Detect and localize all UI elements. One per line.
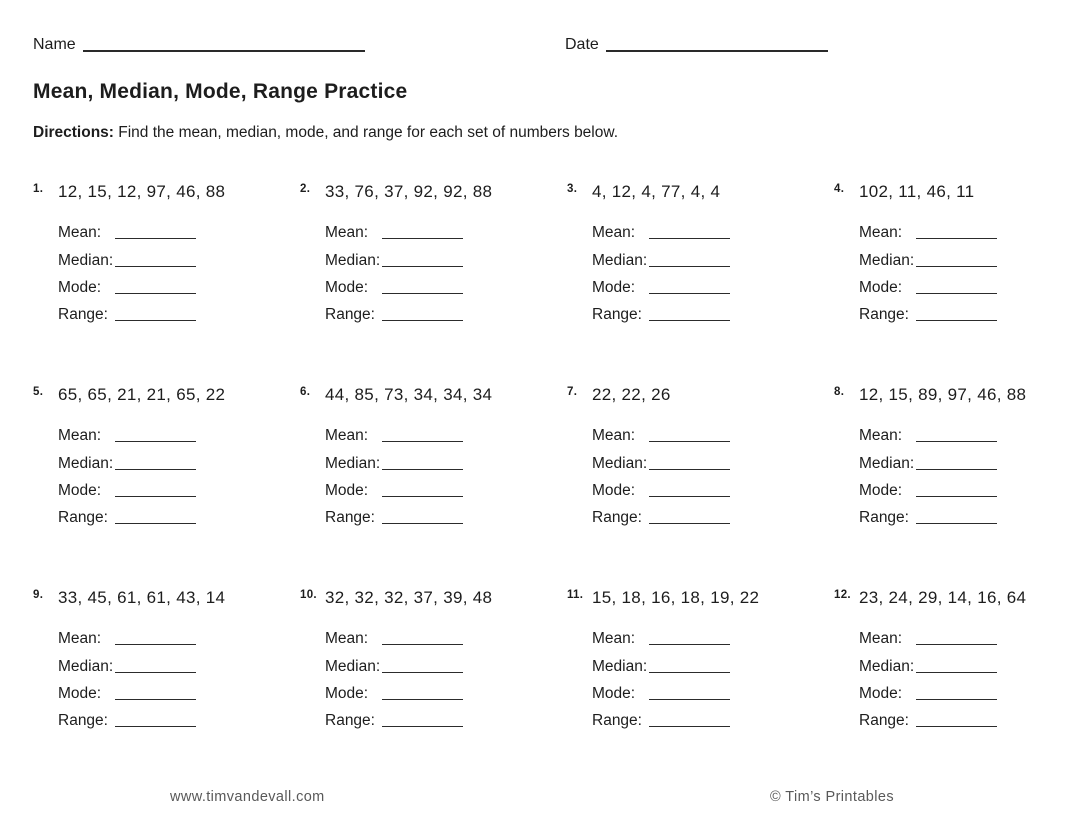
field-label: Median:: [58, 657, 114, 675]
field-label: Median:: [325, 251, 381, 269]
field-label: Range:: [592, 509, 642, 527]
answer-field-row: [592, 704, 730, 731]
field-label: Mode:: [325, 684, 369, 702]
answer-field-row: [325, 649, 463, 676]
field-label: Median:: [58, 454, 114, 472]
answer-field-row: [325, 704, 463, 731]
problems-grid: [33, 182, 1080, 738]
problem-fields: [58, 622, 196, 731]
answer-field-row: [592, 649, 730, 676]
field-label: Mode:: [859, 481, 903, 499]
answer-field-row: [325, 501, 463, 528]
problem-block: [33, 385, 300, 535]
field-label: Mean:: [325, 427, 369, 445]
answer-blank-line: [115, 238, 196, 239]
field-label: Mode:: [58, 684, 102, 702]
field-label: Range:: [592, 306, 642, 324]
answer-field-row: [859, 704, 997, 731]
problem-number-set: 44, 85, 73, 34, 34, 34: [325, 385, 493, 404]
field-label: Mode:: [325, 278, 369, 296]
problem-fields: [592, 622, 730, 731]
field-label: Mode:: [859, 684, 903, 702]
footer-website: www.timvandevall.com: [170, 789, 325, 805]
answer-blank-line: [649, 726, 730, 727]
answer-blank-line: [649, 469, 730, 470]
field-label: Mode:: [592, 684, 636, 702]
problem-number-set: 12, 15, 12, 97, 46, 88: [58, 182, 226, 201]
answer-blank-line: [916, 672, 997, 673]
answer-blank-line: [649, 496, 730, 497]
answer-blank-line: [115, 293, 196, 294]
field-label: Mean:: [859, 630, 903, 648]
field-label: Range:: [859, 712, 909, 730]
answer-blank-line: [115, 441, 196, 442]
answer-blank-line: [649, 523, 730, 524]
answer-field-row: [592, 419, 730, 446]
problem-fields: [58, 216, 196, 325]
answer-blank-line: [382, 441, 463, 442]
answer-field-row: [859, 501, 997, 528]
answer-field-row: [592, 446, 730, 473]
answer-field-row: [325, 419, 463, 446]
field-label: Range:: [592, 712, 642, 730]
answer-blank-line: [382, 266, 463, 267]
problem-fields: [592, 419, 730, 528]
problem-fields: [58, 419, 196, 528]
answer-blank-line: [115, 523, 196, 524]
answer-field-row: [58, 474, 196, 501]
problem-number: 6.: [300, 386, 311, 398]
answer-field-row: [592, 243, 730, 270]
problem-number: 5.: [33, 386, 44, 398]
name-label: Name: [33, 36, 76, 53]
problem-fields: [325, 622, 463, 731]
answer-field-row: [592, 622, 730, 649]
name-blank-line: [83, 50, 365, 52]
answer-field-row: [859, 474, 997, 501]
answer-blank-line: [649, 672, 730, 673]
answer-field-row: [859, 298, 997, 325]
answer-field-row: [58, 501, 196, 528]
field-label: Range:: [859, 509, 909, 527]
problem-fields: [325, 419, 463, 528]
page-title: Mean, Median, Mode, Range Practice: [33, 80, 408, 103]
answer-blank-line: [916, 699, 997, 700]
answer-field-row: [58, 271, 196, 298]
problem-block: [834, 182, 1080, 332]
field-label: Mode:: [58, 481, 102, 499]
answer-field-row: [592, 474, 730, 501]
answer-blank-line: [382, 672, 463, 673]
answer-blank-line: [382, 644, 463, 645]
problem-fields: [592, 216, 730, 325]
answer-blank-line: [649, 441, 730, 442]
answer-blank-line: [916, 726, 997, 727]
answer-field-row: [325, 474, 463, 501]
answer-blank-line: [115, 672, 196, 673]
problem-block: [567, 588, 834, 738]
problem-fields: [859, 622, 997, 731]
problem-number-set: 22, 22, 26: [592, 385, 671, 404]
answer-field-row: [58, 419, 196, 446]
date-field-group: [565, 36, 828, 55]
field-label: Mode:: [325, 481, 369, 499]
answer-blank-line: [649, 238, 730, 239]
answer-blank-line: [115, 469, 196, 470]
field-label: Mean:: [592, 427, 636, 445]
answer-blank-line: [115, 644, 196, 645]
problem-block: [567, 385, 834, 535]
directions: [33, 124, 618, 142]
problem-fields: [859, 419, 997, 528]
field-label: Median:: [859, 454, 915, 472]
directions-label: Directions:: [33, 124, 114, 141]
field-label: Median:: [325, 657, 381, 675]
answer-blank-line: [382, 238, 463, 239]
field-label: Median:: [859, 251, 915, 269]
answer-blank-line: [916, 238, 997, 239]
field-label: Range:: [58, 509, 108, 527]
field-label: Median:: [592, 251, 648, 269]
problem-fields: [859, 216, 997, 325]
field-label: Mean:: [592, 630, 636, 648]
field-label: Median:: [325, 454, 381, 472]
problem-number-set: 33, 45, 61, 61, 43, 14: [58, 588, 226, 607]
answer-blank-line: [382, 293, 463, 294]
problem-number-set: 4, 12, 4, 77, 4, 4: [592, 182, 721, 201]
answer-field-row: [859, 446, 997, 473]
answer-blank-line: [115, 496, 196, 497]
answer-blank-line: [916, 320, 997, 321]
answer-field-row: [592, 271, 730, 298]
problem-fields: [325, 216, 463, 325]
problem-block: [300, 385, 567, 535]
answer-field-row: [58, 446, 196, 473]
field-label: Range:: [325, 712, 375, 730]
field-label: Mode:: [592, 278, 636, 296]
field-label: Range:: [325, 509, 375, 527]
field-label: Range:: [58, 712, 108, 730]
problem-block: [33, 182, 300, 332]
answer-blank-line: [649, 266, 730, 267]
answer-blank-line: [916, 523, 997, 524]
problem-number: 4.: [834, 183, 845, 195]
answer-blank-line: [916, 441, 997, 442]
answer-blank-line: [649, 320, 730, 321]
problem-block: [834, 385, 1080, 535]
answer-blank-line: [382, 496, 463, 497]
answer-blank-line: [916, 496, 997, 497]
answer-field-row: [325, 216, 463, 243]
problem-number: 7.: [567, 386, 578, 398]
answer-field-row: [859, 419, 997, 446]
answer-blank-line: [649, 293, 730, 294]
answer-blank-line: [115, 266, 196, 267]
answer-field-row: [58, 216, 196, 243]
problem-number: 10.: [300, 589, 317, 601]
answer-field-row: [58, 243, 196, 270]
answer-blank-line: [916, 469, 997, 470]
answer-blank-line: [115, 699, 196, 700]
answer-blank-line: [382, 469, 463, 470]
footer-copyright: © Tim’s Printables: [770, 789, 894, 805]
answer-blank-line: [382, 523, 463, 524]
answer-field-row: [325, 271, 463, 298]
answer-field-row: [859, 649, 997, 676]
name-field-group: [33, 36, 365, 55]
problem-number: 11.: [567, 589, 584, 601]
answer-blank-line: [382, 726, 463, 727]
answer-blank-line: [916, 293, 997, 294]
answer-field-row: [58, 298, 196, 325]
answer-field-row: [859, 243, 997, 270]
problem-number-set: 65, 65, 21, 21, 65, 22: [58, 385, 226, 404]
problem-block: [33, 588, 300, 738]
field-label: Mean:: [58, 224, 102, 242]
field-label: Mean:: [325, 224, 369, 242]
answer-blank-line: [115, 320, 196, 321]
answer-field-row: [58, 704, 196, 731]
problem-number-set: 15, 18, 16, 18, 19, 22: [592, 588, 760, 607]
field-label: Range:: [58, 306, 108, 324]
answer-field-row: [325, 298, 463, 325]
answer-field-row: [592, 677, 730, 704]
problem-number-set: 33, 76, 37, 92, 92, 88: [325, 182, 493, 201]
field-label: Mode:: [859, 278, 903, 296]
problem-block: [834, 588, 1080, 738]
answer-blank-line: [916, 266, 997, 267]
problem-block: [300, 588, 567, 738]
field-label: Range:: [325, 306, 375, 324]
problem-block: [300, 182, 567, 332]
problem-number: 8.: [834, 386, 845, 398]
field-label: Mean:: [58, 630, 102, 648]
answer-field-row: [859, 677, 997, 704]
field-label: Mean:: [859, 427, 903, 445]
answer-field-row: [58, 622, 196, 649]
problem-number: 1.: [33, 183, 44, 195]
answer-blank-line: [649, 644, 730, 645]
answer-field-row: [859, 271, 997, 298]
problem-number: 9.: [33, 589, 44, 601]
field-label: Median:: [592, 454, 648, 472]
problem-number: 12.: [834, 589, 851, 601]
answer-blank-line: [649, 699, 730, 700]
answer-field-row: [325, 622, 463, 649]
answer-field-row: [58, 649, 196, 676]
field-label: Mean:: [859, 224, 903, 242]
answer-field-row: [325, 677, 463, 704]
field-label: Mean:: [325, 630, 369, 648]
field-label: Mode:: [58, 278, 102, 296]
problem-number: 3.: [567, 183, 578, 195]
field-label: Median:: [859, 657, 915, 675]
problem-block: [567, 182, 834, 332]
date-blank-line: [606, 50, 828, 52]
answer-blank-line: [115, 726, 196, 727]
field-label: Mean:: [592, 224, 636, 242]
answer-blank-line: [382, 699, 463, 700]
problem-number: 2.: [300, 183, 311, 195]
directions-text: Find the mean, median, mode, and range for each set of numbers below.: [113, 124, 619, 141]
problem-number-set: 32, 32, 32, 37, 39, 48: [325, 588, 493, 607]
field-label: Range:: [859, 306, 909, 324]
answer-blank-line: [916, 644, 997, 645]
problem-number-set: 102, 11, 46, 11: [859, 182, 975, 201]
problem-number-set: 12, 15, 89, 97, 46, 88: [859, 385, 1027, 404]
field-label: Mean:: [58, 427, 102, 445]
answer-field-row: [592, 501, 730, 528]
field-label: Mode:: [592, 481, 636, 499]
answer-field-row: [325, 243, 463, 270]
field-label: Median:: [592, 657, 648, 675]
field-label: Median:: [58, 251, 114, 269]
answer-field-row: [859, 216, 997, 243]
answer-field-row: [325, 446, 463, 473]
date-label: Date: [565, 36, 599, 53]
answer-field-row: [592, 298, 730, 325]
answer-field-row: [859, 622, 997, 649]
problem-number-set: 23, 24, 29, 14, 16, 64: [859, 588, 1027, 607]
answer-blank-line: [382, 320, 463, 321]
answer-field-row: [58, 677, 196, 704]
answer-field-row: [592, 216, 730, 243]
